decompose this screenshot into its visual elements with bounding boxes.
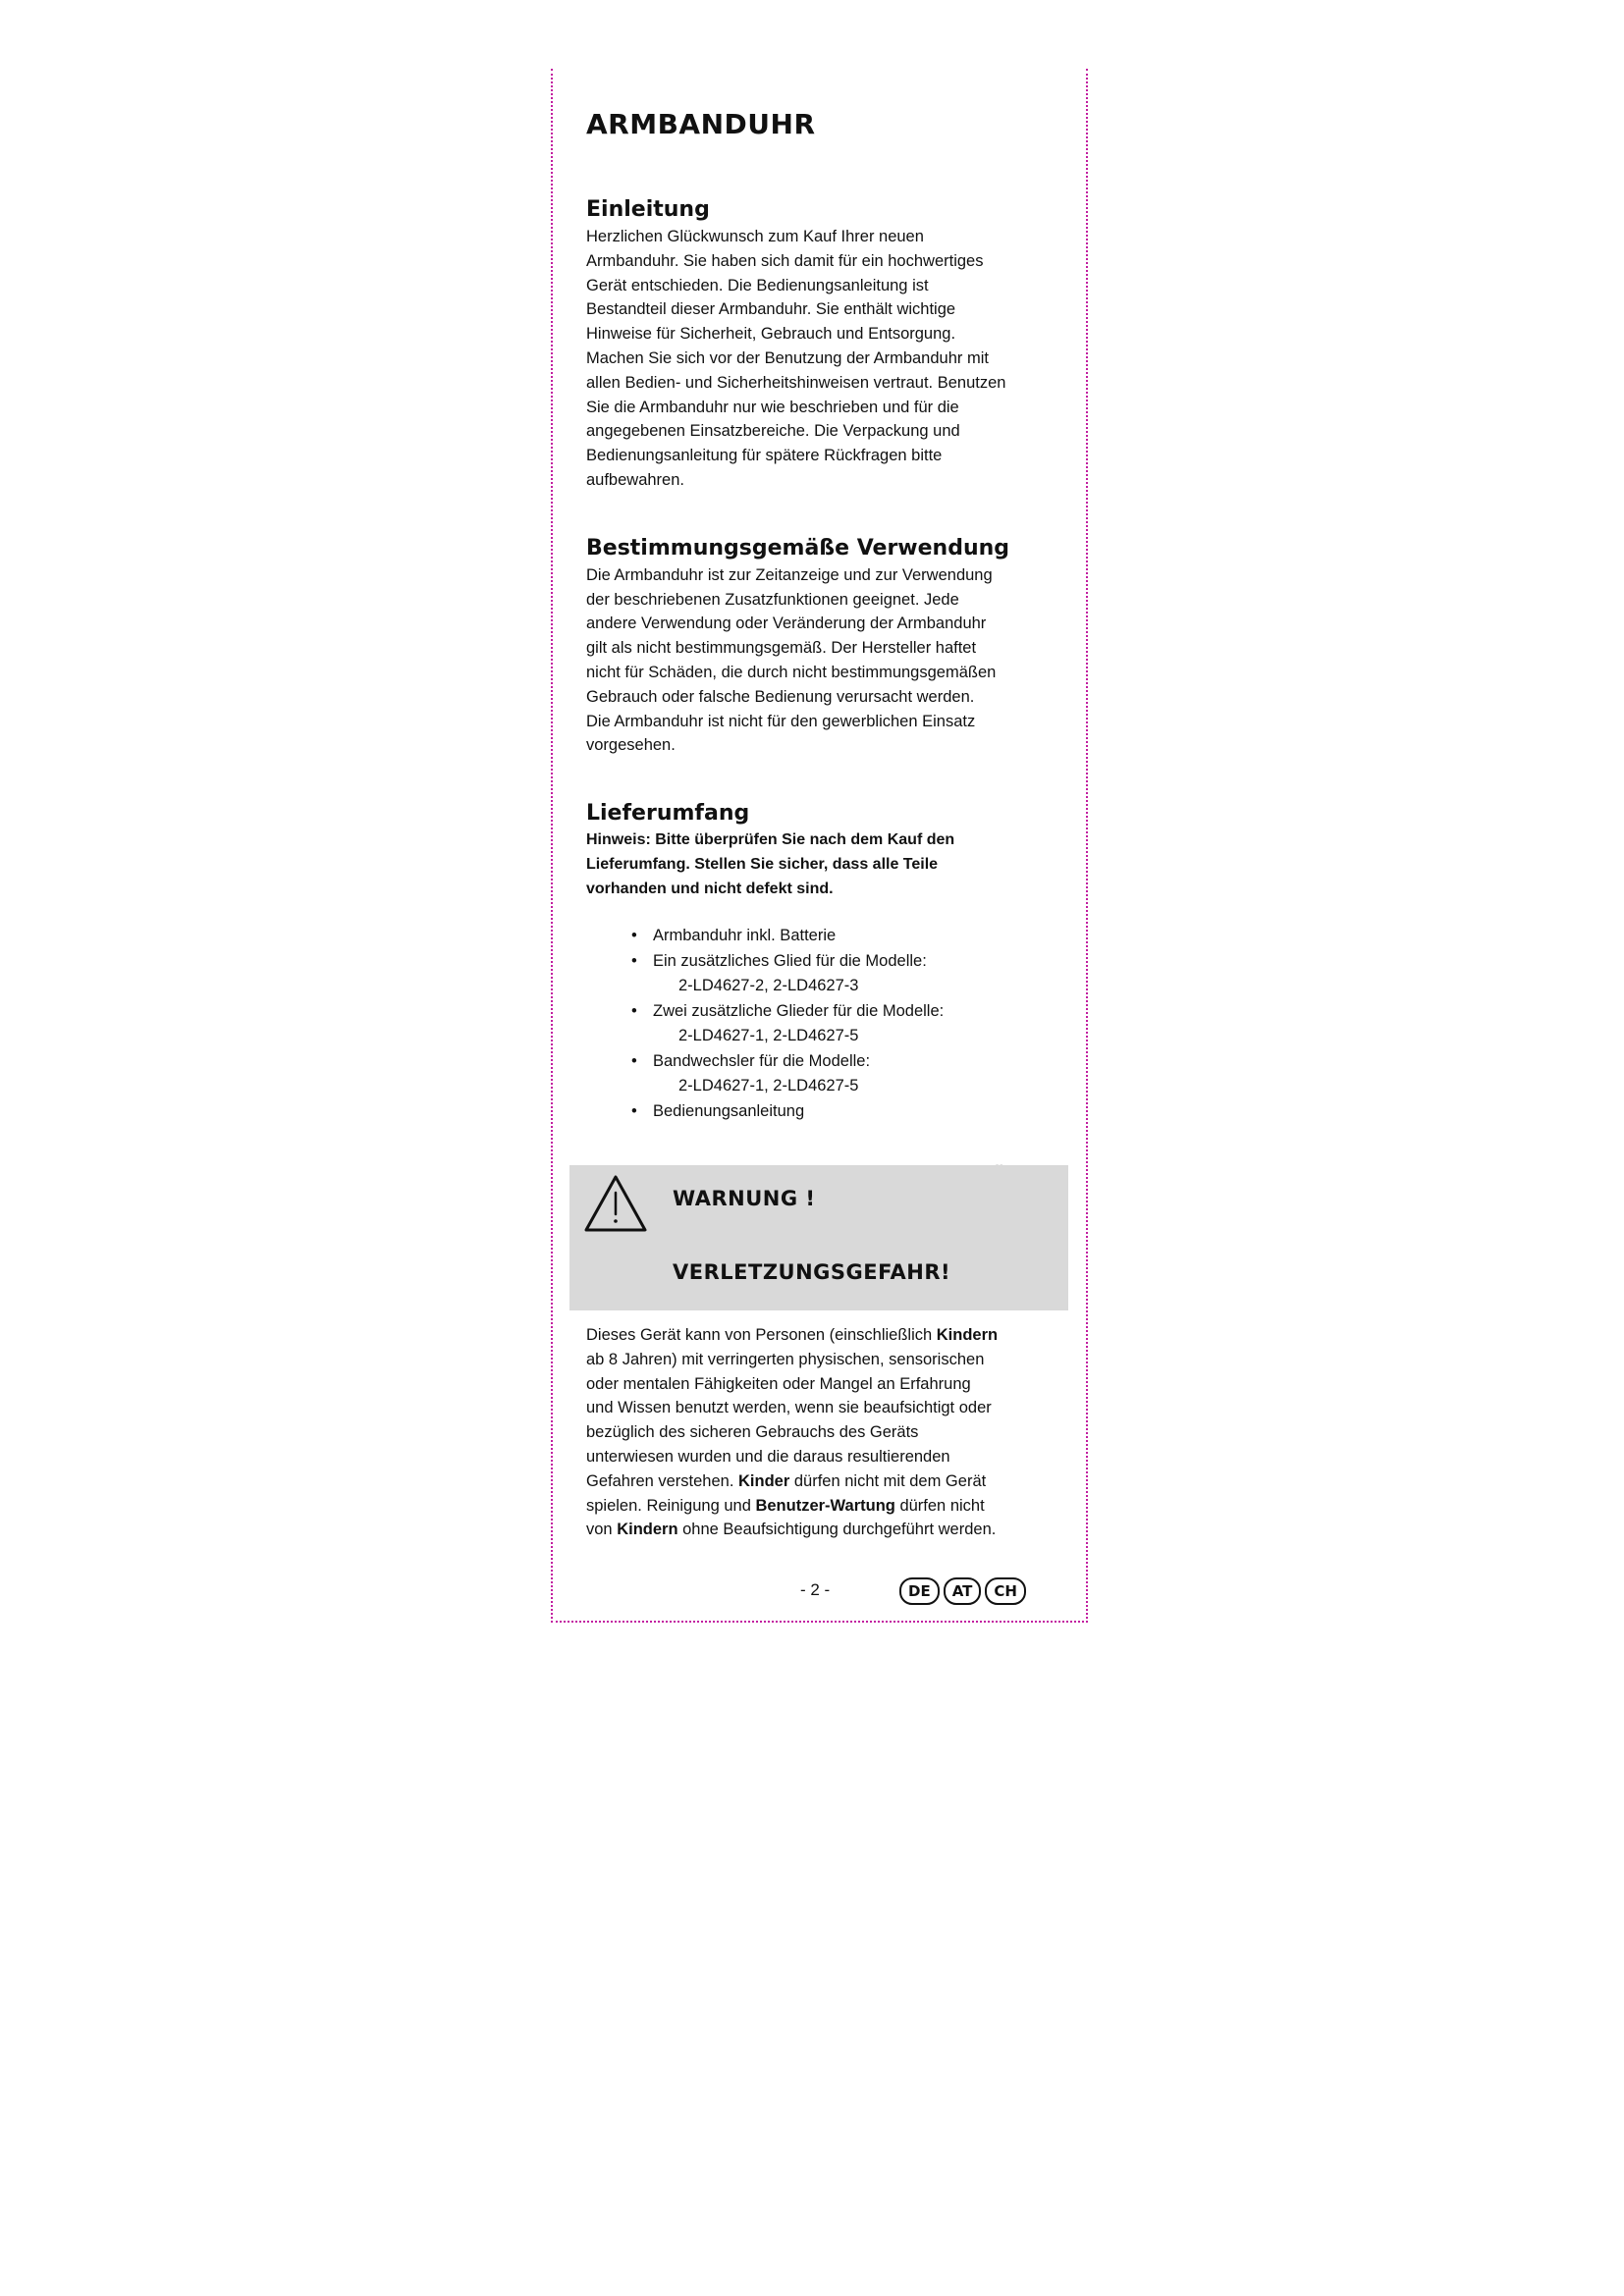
country-badge-at: AT [944,1577,982,1605]
country-badge-de: DE [899,1577,940,1605]
safety-text: Dieses Gerät kann von Personen (einschließlich Kindern ab 8 Jahren) mit verringerten physischen, sensorischen oder mentalen Fähigkeiten oder Mangel an Erfahrung und Wissen benutzt werden, wenn sie beaufsichtigt oder bezüglich des sicheren Gebrauchs des Geräts unterwiesen wurden und die daraus resultierenden Gefahren verstehen. Kinder dürfen nicht mit dem Gerät spielen. Reinigung und Benutzer-Wartung dürfen nicht von Kindern ohne Beaufsichtigung durchgeführt werden. [586,1326,999,1539]
country-badge-ch: CH [985,1577,1026,1605]
scope-list [586,924,1046,1124]
list-item: • Zwei zusätzliche Glieder für die Modelle: 2-LD4627-1, 2-LD4627-5 [631,1001,945,1044]
page-title: ARMBANDUHR [586,108,816,140]
page-number: - 2 - [800,1580,831,1599]
country-badges [899,1577,1026,1605]
verwendung-text: Die Armbanduhr ist zur Zeitanzeige und zur Verwendung der beschriebenen Zusatzfunktionen geeignet. Jede andere Verwendung oder Veränderung der Armbanduhr gilt als nicht bestimmungsgemäß. Der Hersteller haftet nicht für Schäden, die durch nicht bestimmungsgemäßen Gebrauch oder falsche Bedienung verursacht werden. Die Armbanduhr ist nicht für den gewerblichen Einsatz vorgesehen. [586,565,997,755]
heading-einleitung: Einleitung [586,197,710,222]
list-item: • Ein zusätzliches Glied für die Modelle: 2-LD4627-2, 2-LD4627-3 [631,951,927,994]
warning-box [569,1165,1068,1310]
list-item: • Bedienungsanleitung [631,1101,805,1120]
list-item: • Bandwechsler für die Modelle: 2-LD4627-1, 2-LD4627-5 [631,1051,871,1095]
document-content [586,104,1046,1220]
heading-verwendung: Bestimmungsgemäße Verwendung [586,535,1010,561]
warning-title: WARNUNG ! [673,1187,816,1210]
lieferumfang-note: Hinweis: Bitte überprüfen Sie nach dem Kauf den Lieferumfang. Stellen Sie sicher, dass alle Teile vorhanden und nicht defekt sind. [586,831,955,897]
section-lieferumfang [586,799,1046,1123]
warning-triangle-icon [583,1173,648,1234]
einleitung-text: Herzlichen Glückwunsch zum Kauf Ihrer neuen Armbanduhr. Sie haben sich damit für ein hochwertiges Gerät entschieden. Die Bedienungsanleitung ist Bestandteil dieser Armbanduhr. Sie enthält wichtige Hinweise für Sicherheit, Gebrauch und Entsorgung. Machen Sie sich vor der Benutzung der Armbanduhr mit allen Bedien- und Sicherheitshinweisen vertraut. Benutzen Sie die Armbanduhr nur wie beschrieben und für die angegebenen Einsatzbereiche. Die Verpackung und Bedienungsanleitung für spätere Rückfragen bitte aufbewahren. [586,228,1006,489]
section-verwendung [586,534,1046,758]
list-item: • Armbanduhr inkl. Batterie [631,926,837,944]
section-einleitung [586,195,1046,493]
heading-lieferumfang: Lieferumfang [586,801,750,827]
warning-subtitle: VERLETZUNGSGEFAHR! [673,1260,951,1284]
